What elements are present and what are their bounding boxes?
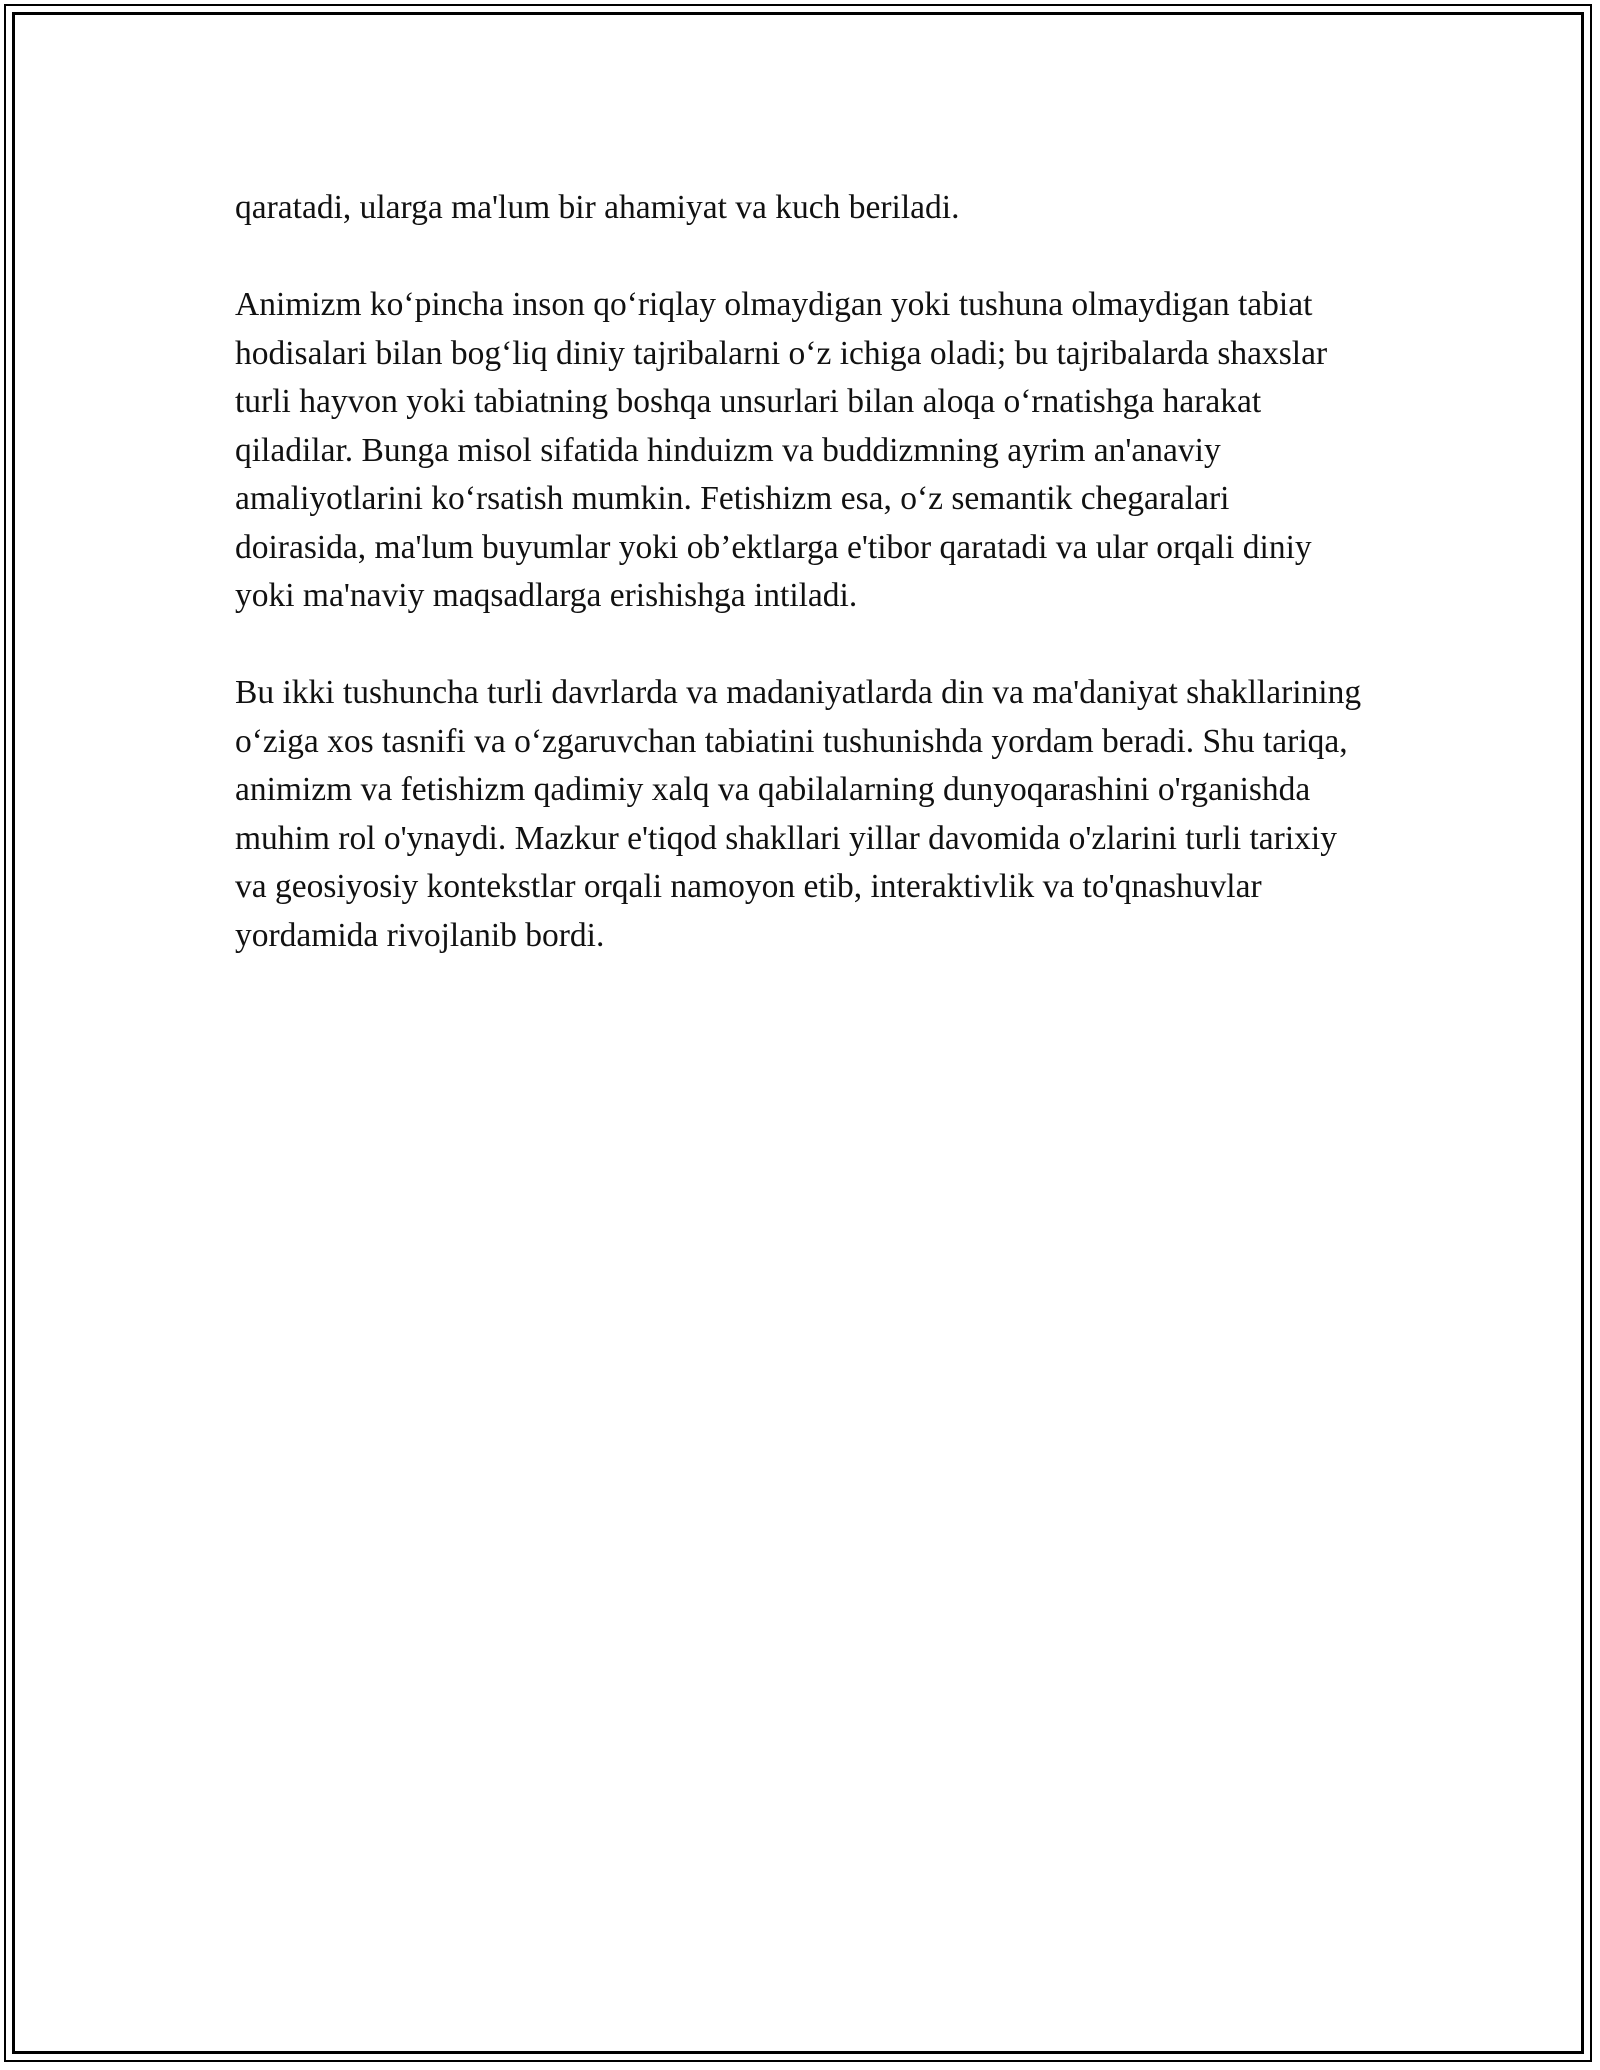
paragraph-3: Bu ikki tushuncha turli davrlarda va madaniyatlarda din va ma'daniyat shakllarining o‘ziga xos tasnifi va o‘zgaruvchan tabiatini tushunishda yordam beradi. Shu tariqa, animizm va fetishizm qadimiy xalq va qabilalarning dunyoqarashini o'rganishda muhim rol o'ynaydi. Mazkur e'tiqod shakllari yillar davomida o'zlarini turli tarixiy va geosiyosiy kontekstlar orqali namoyon etib, interaktivlik va to'qnashuvlar yordamida rivojlanib bordi. xyxy=(235,674,1362,954)
document-body xyxy=(235,184,1365,960)
paragraph-2: Animizm ko‘pincha inson qo‘riqlay olmaydigan yoki tushuna olmaydigan tabiat hodisalari bilan bog‘liq diniy tajribalarni o‘z ichiga oladi; bu tajribalarda shaxslar turli hayvon yoki tabiatning boshqa unsurlari bilan aloqa o‘rnatishga harakat qiladilar. Bunga misol sifatida hinduizm va buddizmning ayrim an'anaviy amaliyotlarini ko‘rsatish mumkin. Fetishizm esa, o‘z semantik chegaralari doirasida, ma'lum buyumlar yoki ob’ektlarga e'tibor qaratadi va ular orqali diniy yoki ma'naviy maqsadlarga erishishga intiladi. xyxy=(235,286,1328,614)
paragraph-1: qaratadi, ularga ma'lum bir ahamiyat va kuch beriladi. xyxy=(235,189,960,226)
